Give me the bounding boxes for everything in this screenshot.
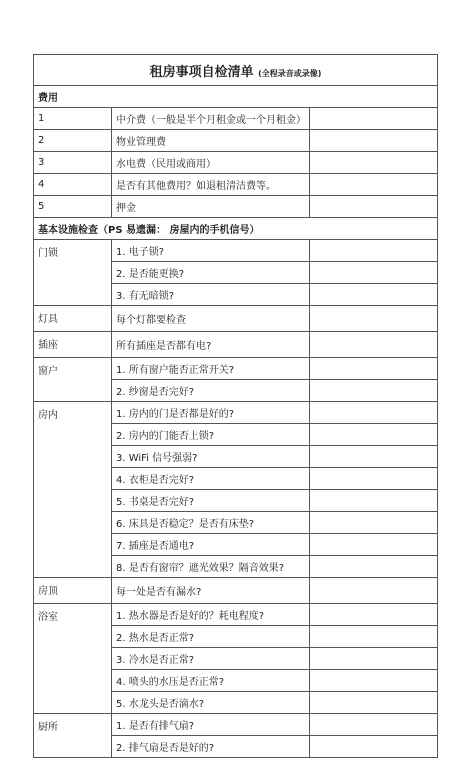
- facility-item: 每个灯都要检查: [112, 306, 310, 332]
- facility-item: 所有插座是否都有电?: [112, 332, 310, 358]
- fee-number: 4: [34, 174, 112, 196]
- facility-item: 1. 热水器是否是好的？耗电程度?: [112, 604, 310, 626]
- facility-item: 1. 房内的门是否都是好的?: [112, 402, 310, 424]
- facility-check-cell[interactable]: [310, 556, 438, 578]
- facility-check-cell[interactable]: [310, 604, 438, 626]
- facility-check-cell[interactable]: [310, 468, 438, 490]
- facility-item: 1. 是否有排气扇?: [112, 714, 310, 736]
- checklist-table: [33, 54, 438, 758]
- facility-item: 2. 热水是否正常?: [112, 626, 310, 648]
- facility-item: 5. 水龙头是否滴水?: [112, 692, 310, 714]
- facility-check-cell[interactable]: [310, 262, 438, 284]
- facility-check-cell[interactable]: [310, 424, 438, 446]
- facility-check-cell[interactable]: [310, 380, 438, 402]
- facility-row: [34, 402, 438, 424]
- fee-text: 水电费（民用或商用）: [112, 152, 310, 174]
- facility-item: 1. 所有窗户能否正常开关?: [112, 358, 310, 380]
- facility-item: 2. 是否能更换?: [112, 262, 310, 284]
- facility-row: [34, 578, 438, 604]
- fee-row: [34, 196, 438, 218]
- fee-row: [34, 108, 438, 130]
- facility-item: 6. 床具是否稳定？是否有床垫?: [112, 512, 310, 534]
- facility-row: [34, 714, 438, 736]
- fee-row: [34, 152, 438, 174]
- facility-row: [34, 332, 438, 358]
- facility-check-cell[interactable]: [310, 446, 438, 468]
- page-title: 租房事项自检清单: [149, 64, 254, 80]
- facility-check-cell[interactable]: [310, 736, 438, 758]
- fee-check-cell[interactable]: [310, 108, 438, 130]
- facility-item: 3. WiFi 信号强弱?: [112, 446, 310, 468]
- facility-item: 4. 喷头的水压是否正常?: [112, 670, 310, 692]
- facility-item: 2. 排气扇是否是好的?: [112, 736, 310, 758]
- facility-item: 8. 是否有窗帘？遮光效果？隔音效果?: [112, 556, 310, 578]
- facility-check-cell[interactable]: [310, 578, 438, 604]
- fee-number: 2: [34, 130, 112, 152]
- facility-category: 房内: [34, 402, 112, 578]
- facility-item: 2. 房内的门能否上锁?: [112, 424, 310, 446]
- fee-check-cell[interactable]: [310, 152, 438, 174]
- facility-category: 灯具: [34, 306, 112, 332]
- facility-check-cell[interactable]: [310, 306, 438, 332]
- facility-category: 窗户: [34, 358, 112, 402]
- fee-check-cell[interactable]: [310, 196, 438, 218]
- facility-check-cell[interactable]: [310, 240, 438, 262]
- fee-check-cell[interactable]: [310, 130, 438, 152]
- page-subtitle: (全程录音或录像): [258, 68, 322, 78]
- facility-check-cell[interactable]: [310, 714, 438, 736]
- facility-category: 房顶: [34, 578, 112, 604]
- facility-row: [34, 240, 438, 262]
- facility-check-cell[interactable]: [310, 358, 438, 380]
- facility-category: 厨所: [34, 714, 112, 758]
- fee-number: 1: [34, 108, 112, 130]
- facility-item: 每一处是否有漏水?: [112, 578, 310, 604]
- facility-check-cell[interactable]: [310, 490, 438, 512]
- facility-category: 插座: [34, 332, 112, 358]
- fee-check-cell[interactable]: [310, 174, 438, 196]
- facility-check-cell[interactable]: [310, 670, 438, 692]
- facility-item: 3. 有无暗锁?: [112, 284, 310, 306]
- fee-text: 中介费（一般是半个月租金或一个月租金）: [112, 108, 310, 130]
- facilities-header: 基本设施检查（PS 易遗漏： 房屋内的手机信号）: [34, 218, 438, 240]
- facility-item: 3. 冷水是否正常?: [112, 648, 310, 670]
- fee-row: [34, 174, 438, 196]
- facility-category: 浴室: [34, 604, 112, 714]
- checklist-sheet: [33, 54, 437, 758]
- fee-text: 物业管理费: [112, 130, 310, 152]
- facility-item: 1. 电子锁?: [112, 240, 310, 262]
- facility-check-cell[interactable]: [310, 648, 438, 670]
- facility-check-cell[interactable]: [310, 332, 438, 358]
- facility-item: 2. 纱窗是否完好?: [112, 380, 310, 402]
- facility-row: [34, 306, 438, 332]
- fee-text: 押金: [112, 196, 310, 218]
- title-row: [34, 55, 438, 86]
- fee-number: 5: [34, 196, 112, 218]
- facility-check-cell[interactable]: [310, 534, 438, 556]
- facility-check-cell[interactable]: [310, 512, 438, 534]
- facility-item: 4. 衣柜是否完好?: [112, 468, 310, 490]
- facility-category: 门锁: [34, 240, 112, 306]
- facility-item: 5. 书桌是否完好?: [112, 490, 310, 512]
- facility-check-cell[interactable]: [310, 402, 438, 424]
- fee-number: 3: [34, 152, 112, 174]
- facilities-header-row: [34, 218, 438, 240]
- facility-item: 7. 插座是否通电?: [112, 534, 310, 556]
- fee-text: 是否有其他费用？如退租清洁费等。: [112, 174, 310, 196]
- fee-row: [34, 130, 438, 152]
- facility-row: [34, 604, 438, 626]
- facility-check-cell[interactable]: [310, 284, 438, 306]
- facility-row: [34, 358, 438, 380]
- title-cell: [34, 55, 438, 86]
- facility-check-cell[interactable]: [310, 626, 438, 648]
- fees-header: 费用: [34, 86, 438, 108]
- facility-check-cell[interactable]: [310, 692, 438, 714]
- fees-header-row: [34, 86, 438, 108]
